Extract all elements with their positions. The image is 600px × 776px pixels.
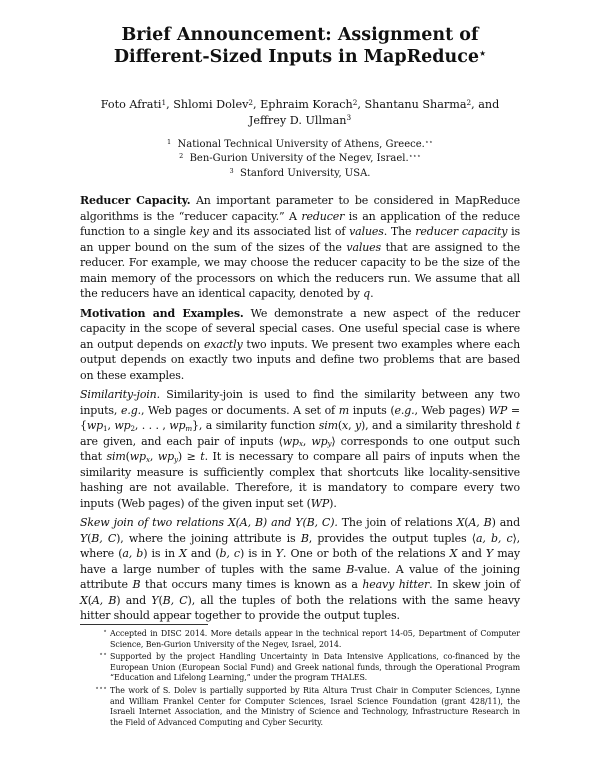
text: }, a similarity function	[192, 419, 319, 432]
author-name: Ephraim Korach	[260, 98, 353, 111]
footnote-text: The work of S. Dolev is partially supported by Rita Altura Trust Chair in Computer Sciences, Lynne and William Frankel Center for Computer Sciences, Israel Science Foundation (grant 428/11), the Israeli Internet Association, and the Ministry of Science and Technology, Infrastructure Research in the Field of Advanced Computing and Cyber Security.	[110, 685, 520, 727]
emphasis: reducer capacity	[415, 225, 508, 238]
author-name: Shantanu Sharma	[364, 98, 467, 111]
math: Y	[485, 547, 494, 560]
footnotes	[80, 629, 520, 730]
affiliation-item	[80, 167, 520, 181]
author-list: Foto Afrati$^1$, Shlomi Dolev$^2$, Ephraim Korach$^2$, Shantanu Sharma$^2$, and Jeffrey D. Ullman$^3$	[100, 97, 500, 127]
section-heading: Motivation and Examples.	[80, 306, 244, 320]
paragraph-similarity-join	[80, 387, 520, 511]
author-affil-mark: 2	[352, 97, 358, 107]
text: . One or both of the relations	[282, 547, 450, 560]
math: wp	[157, 450, 174, 463]
text: ⟩ corresponds to one output such that	[80, 434, 520, 463]
footnote-mark: ⋆	[102, 627, 107, 635]
math: x	[342, 419, 349, 432]
affiliation-number: 2	[179, 152, 184, 161]
emphasis: e.g.	[121, 403, 141, 417]
footnote-item	[80, 683, 520, 728]
math: b, c	[219, 547, 240, 560]
author-conjunction: , and	[471, 98, 500, 111]
math: X	[80, 593, 88, 607]
math-subscript: 1	[103, 423, 108, 433]
affiliation-item	[80, 152, 520, 166]
paragraph-motivation	[80, 306, 520, 384]
math: a, b	[122, 547, 144, 560]
author-affil-mark: 2	[466, 97, 472, 107]
title-line-1: Brief Announcement: Assignment of	[121, 25, 479, 45]
text: ⟩, where (	[80, 531, 521, 560]
emphasis: e.g.	[394, 403, 415, 417]
math-subscript: m	[185, 423, 193, 433]
math: sim	[106, 450, 126, 463]
math: m	[338, 403, 349, 417]
emphasis: key	[189, 225, 209, 238]
math: t	[515, 419, 520, 432]
affiliation-list	[80, 138, 520, 181]
paper-title	[0, 24, 600, 68]
text: .	[370, 287, 374, 300]
affiliation-number: 1	[167, 138, 172, 147]
text: , provides the output tuples ⟨	[308, 531, 476, 545]
text: ) and	[116, 593, 152, 607]
text: (	[87, 593, 92, 607]
paragraph-reducer-capacity	[80, 193, 520, 302]
emphasis: reducer	[301, 209, 345, 223]
text: ), where the joining attribute is	[116, 531, 301, 545]
section-heading: Reducer Capacity.	[80, 194, 191, 207]
text: . The	[383, 225, 416, 238]
math: Y	[275, 547, 283, 560]
math: B	[346, 562, 355, 576]
text: two inputs. We present two examples where each output depends on exactly two inputs and define two problems that are based on these examples.	[80, 337, 520, 382]
footnote-item	[80, 629, 520, 650]
footnote-text: Accepted in DISC 2014. More details appear in the technical report 14-05, Department of Computer Science, Ben-Gurion University of the Negev, Israel, 2014.	[110, 629, 520, 649]
text: = {	[80, 403, 520, 432]
math: wp	[282, 434, 299, 448]
math-subscript: x	[145, 454, 150, 464]
text: ,	[149, 450, 158, 463]
author-affil-mark: 1	[161, 97, 167, 107]
emphasis: exactly	[203, 337, 243, 351]
math: Y	[80, 531, 88, 545]
math: a, b, c	[475, 531, 513, 545]
text: ).	[329, 496, 337, 510]
text: ) and	[491, 516, 520, 529]
text: may have a large number of tuples with the same	[80, 547, 520, 576]
footnote-mark: ⋆⋆⋆	[94, 683, 107, 692]
math: WP	[310, 496, 330, 510]
affiliation-text: Ben-Gurion University of the Negev, Israel.	[189, 153, 409, 165]
text: ) is in	[239, 547, 276, 560]
affiliation-item	[80, 138, 520, 152]
math: wp	[114, 419, 131, 432]
text: (	[158, 593, 163, 607]
text: ,	[107, 419, 115, 432]
affiliation-text: National Technical University of Athens, Greece.	[177, 139, 425, 150]
text: ) is in	[143, 547, 180, 560]
text: -value. A value of the joining attribute	[80, 562, 520, 591]
math: t	[200, 450, 205, 463]
paper-body	[80, 193, 520, 628]
author-affil-mark: 3	[346, 113, 352, 123]
text: and its associated list of	[208, 225, 350, 238]
math: A, B	[468, 516, 492, 529]
math: wp	[169, 419, 186, 432]
text: . In skew join of	[429, 578, 520, 591]
text: An important parameter to be considered in MapReduce algorithms is the “reducer capacity.” A	[80, 194, 520, 223]
footnote-divider	[80, 624, 208, 625]
footnote-text: Supported by the project Handling Uncertainty in Data Intensive Applications, co-financed by the European Union (European Social Fund) and Greek national funds, through the Operational Program “Education and Lifelong Learning,” under the program THALES.	[110, 652, 520, 683]
affiliation-number: 3	[229, 166, 234, 175]
math: Y	[151, 593, 159, 607]
text: , Web pages)	[414, 403, 489, 417]
affiliation-footnote-mark: ⋆⋆	[424, 138, 433, 147]
author-name: Foto Afrati	[100, 98, 162, 111]
math-subscript: x	[298, 439, 303, 449]
text: ) ≥	[177, 450, 201, 463]
paragraph-skew-join	[80, 515, 520, 624]
math: B	[132, 578, 141, 591]
math: y	[354, 419, 362, 432]
math: B, C	[162, 593, 188, 607]
text: ,	[348, 419, 355, 432]
affiliation-text: Stanford University, USA.	[240, 167, 371, 179]
math: sim	[318, 419, 338, 432]
section-heading: Similarity-join.	[80, 388, 160, 401]
math-subscript: 2	[130, 423, 135, 433]
footnote-mark: ⋆⋆	[98, 650, 107, 659]
text: inputs (	[348, 403, 395, 417]
author-name: Shlomi Dolev	[173, 98, 249, 111]
math-subscript: y	[173, 454, 178, 464]
math: B	[300, 531, 309, 545]
math: wp	[311, 434, 328, 448]
text: (	[87, 531, 92, 545]
emphasis: heavy hitter	[362, 578, 430, 591]
math: B, C	[91, 531, 117, 545]
math: X	[179, 547, 187, 560]
math: WP	[488, 403, 508, 417]
text: is an upper bound on the sum of the sizes of the	[80, 225, 520, 254]
text: (	[125, 450, 130, 463]
text: , Web pages or documents. A set of	[140, 403, 339, 417]
math: q	[363, 287, 371, 300]
text: The join of relations	[337, 516, 457, 529]
text: ), all the tuples of both the relations with the same heavy hitter should appear together to provide the output tuples.	[80, 593, 521, 622]
text: that occurs many times is known as a	[140, 578, 363, 591]
text: We demonstrate a new aspect of the reducer capacity in the scope of several special cases. One useful special case is where an output depends on	[80, 306, 520, 351]
author-name: Jeffrey D. Ullman	[248, 113, 347, 127]
math: X	[449, 547, 458, 560]
text: is an application of the reduce function to a single	[80, 209, 520, 238]
title-line-2: Different-Sized Inputs in MapReduce	[113, 47, 480, 67]
text: (	[464, 516, 469, 529]
text: Similarity-join is used to find the similarity between any two inputs,	[80, 388, 520, 417]
text: . It is necessary to compare all pairs of inputs when the similarity measure is sufficiently complex that shortcuts like locality-sensitive hashing are not available. Therefore, it is mandatory to compare every two inputs (Web pages) of the given input set (	[80, 450, 521, 510]
section-heading: Skew join of two relations X(A, B) and Y(B, C).	[80, 516, 338, 529]
footnote-item	[80, 652, 520, 684]
text: are given, and each pair of inputs ⟨	[80, 434, 283, 448]
math: wp	[86, 419, 104, 432]
text: , . . . ,	[134, 419, 170, 432]
math-subscript: y	[327, 439, 332, 449]
math: X	[456, 516, 465, 529]
emphasis: values	[349, 225, 384, 238]
text: and (	[186, 547, 220, 560]
text: ), and a similarity threshold	[361, 419, 516, 432]
author-affil-mark: 2	[248, 97, 254, 107]
text: that are assigned to the reducer. For example, we may choose the reducer capacity to be the size of the main memory of the processors on which the reducers run. We assume that all the reducers have an identical capacity, denoted by	[80, 240, 520, 300]
affiliation-footnote-mark: ⋆⋆⋆	[408, 152, 421, 161]
emphasis: values	[346, 240, 382, 254]
math: A, B	[91, 593, 117, 607]
text: ,	[302, 434, 312, 448]
text: and	[457, 547, 486, 560]
math: wp	[129, 450, 146, 463]
title-footnote-mark: ⋆	[479, 45, 487, 60]
text: (	[337, 419, 343, 432]
